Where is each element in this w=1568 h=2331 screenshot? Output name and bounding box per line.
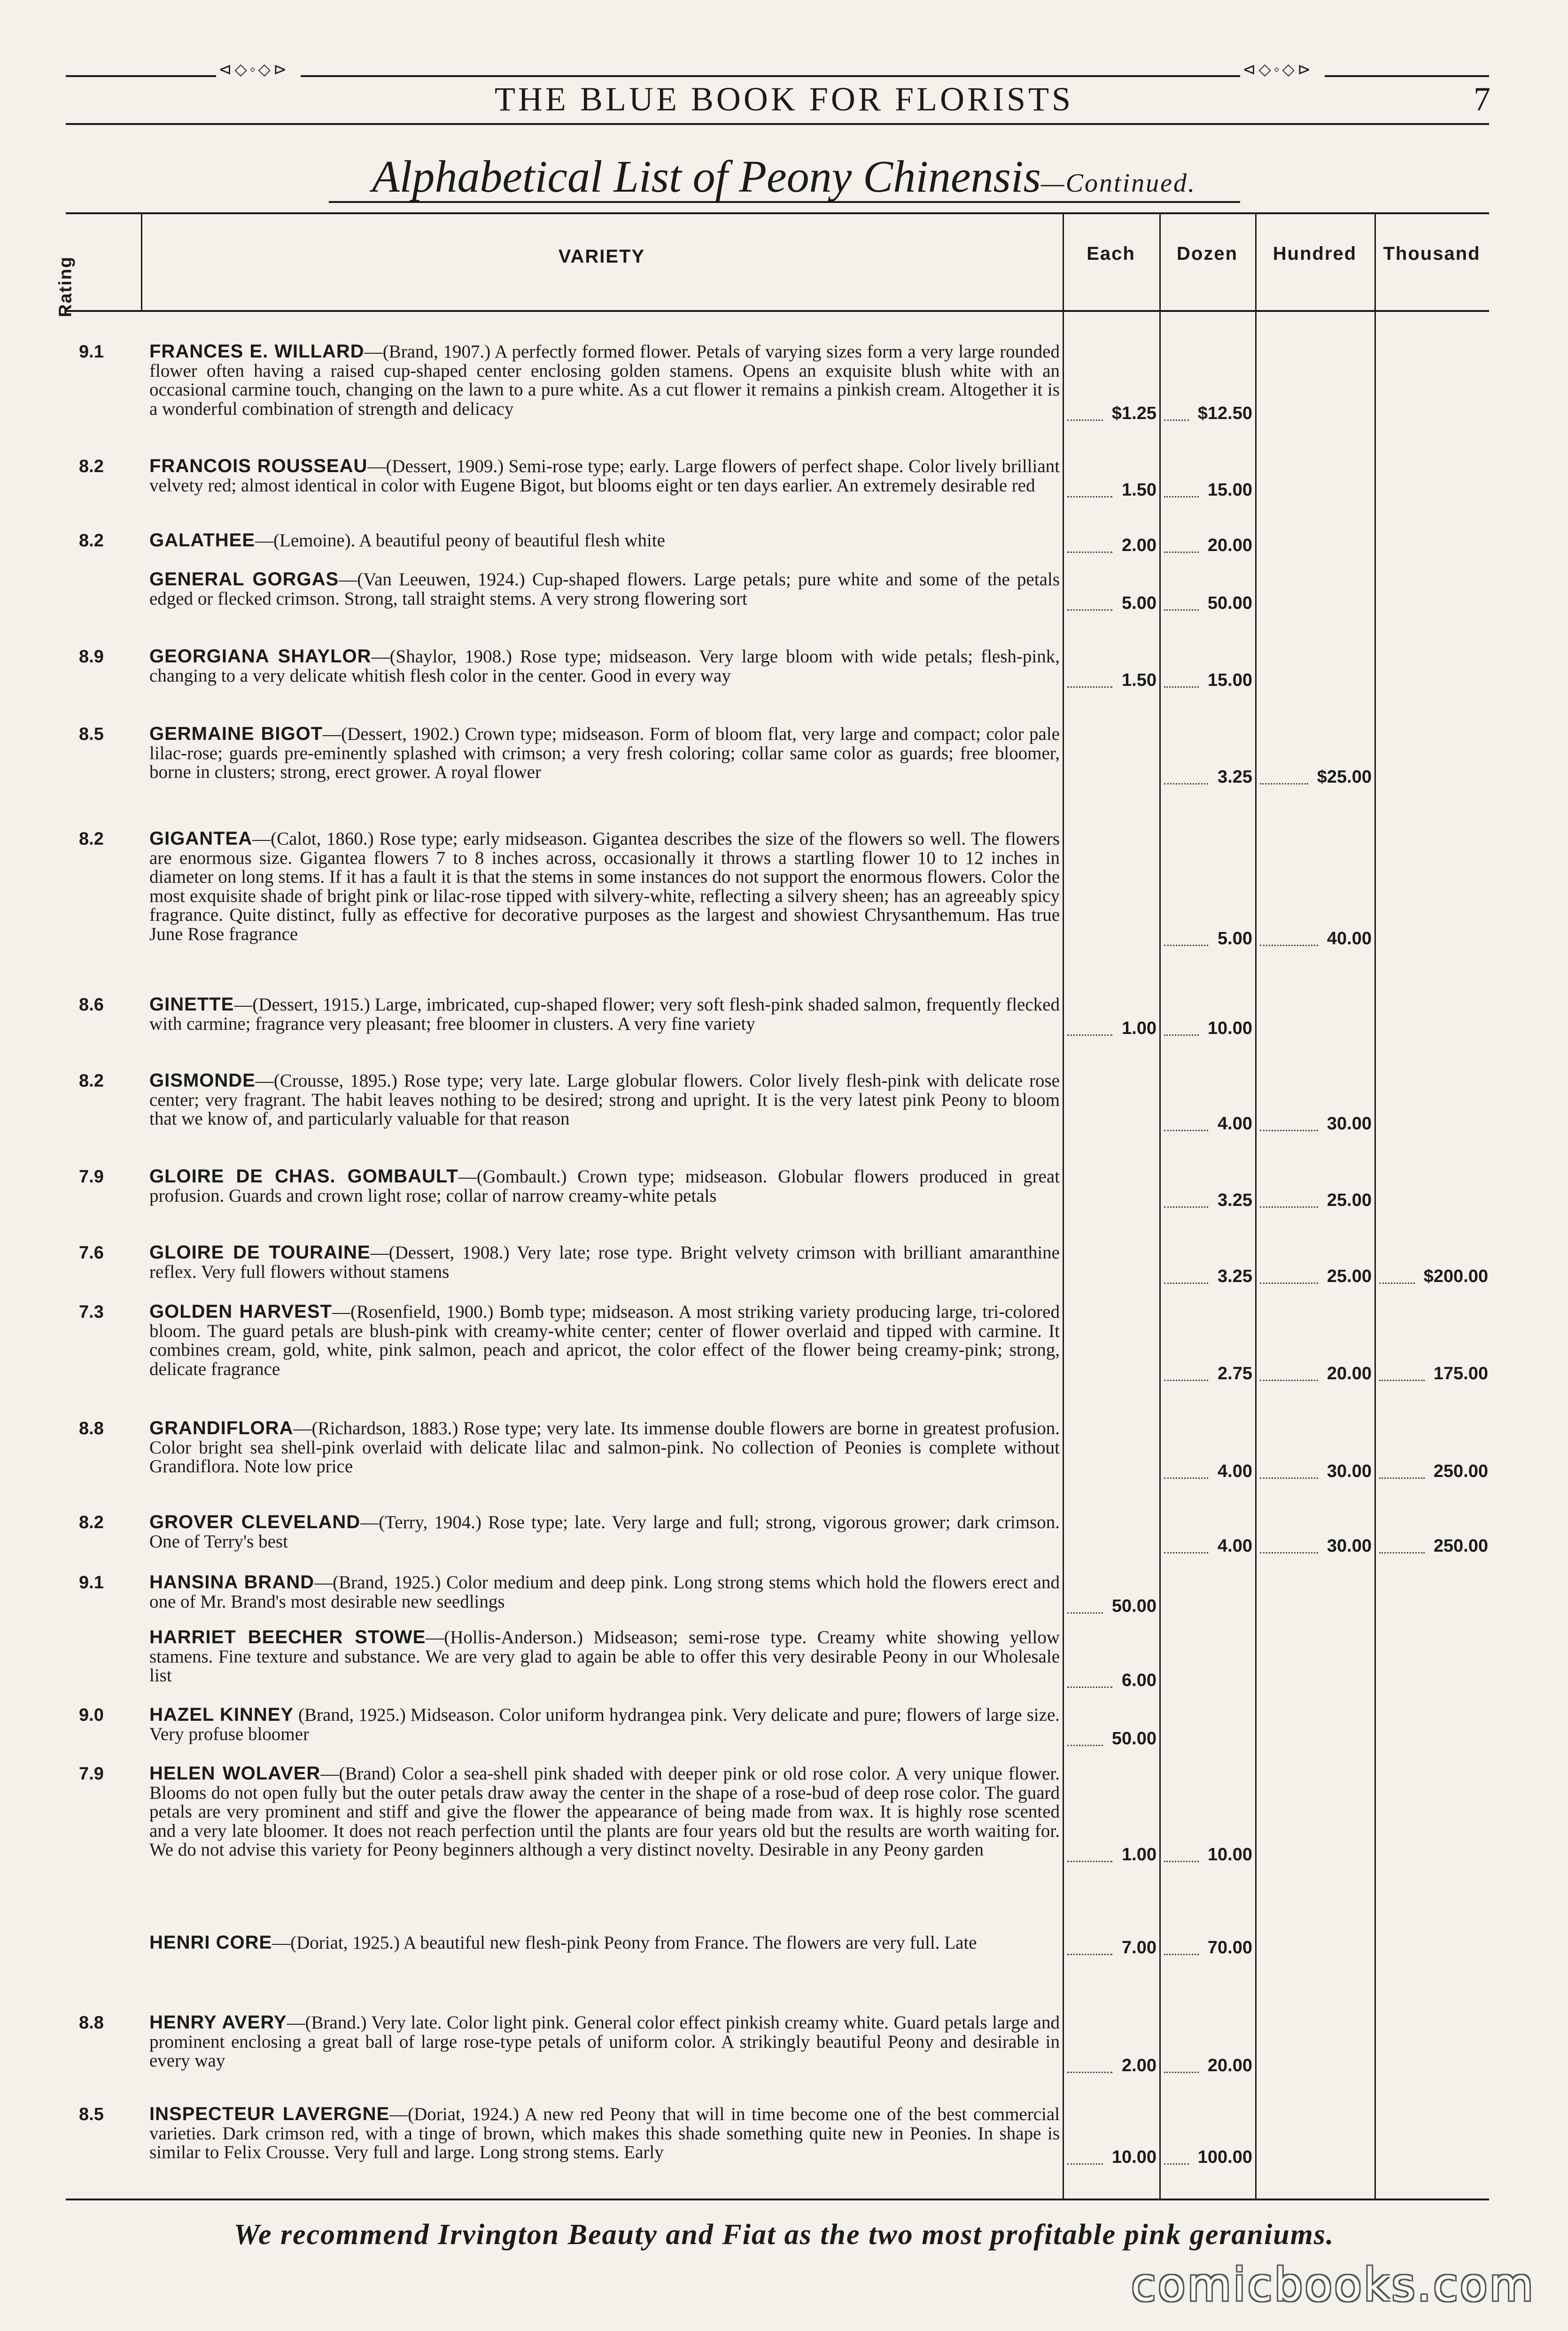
variety-name: GERMAINE BIGOT bbox=[149, 723, 323, 744]
dot-leader bbox=[1164, 609, 1199, 611]
dot-leader bbox=[1260, 1206, 1318, 1208]
rating-value: 9.0 bbox=[79, 1705, 104, 1725]
price-each: 50.00 bbox=[1111, 1729, 1157, 1748]
price-each: 1.50 bbox=[1122, 670, 1157, 690]
variety-description bbox=[149, 1573, 1060, 1611]
price-each: 2.00 bbox=[1122, 536, 1157, 555]
dot-leader bbox=[1164, 420, 1189, 421]
rating-value: 8.8 bbox=[79, 2013, 104, 2033]
table-bottom-rule bbox=[66, 2199, 1489, 2200]
dot-leader bbox=[1164, 1380, 1208, 1381]
rating-value: 8.2 bbox=[79, 531, 104, 551]
dot-leader bbox=[1067, 1612, 1103, 1614]
thousand-column-rule bbox=[1374, 212, 1376, 2199]
price-each: 2.00 bbox=[1122, 2056, 1157, 2075]
price-dozen: 4.00 bbox=[1218, 1114, 1252, 1134]
dot-leader bbox=[1067, 1954, 1112, 1955]
dot-leader bbox=[1164, 686, 1199, 688]
variety-text: —(Rosenfield, 1900.) Bomb type; midseason. A most striking variety producing large, tri-colored bloom. The guard petals are blush-pink with creamy-white center; center of flower overlaid and tipped with carmine. It combines cream, gold, white, pink salmon, peach and apricot, the color effect of the flower being creamy-pink; strong, delicate fragrance bbox=[149, 1302, 1060, 1379]
dot-leader bbox=[1067, 686, 1112, 688]
variety-description bbox=[149, 1243, 1060, 1282]
variety-name: GEORGIANA SHAYLOR bbox=[149, 646, 372, 667]
variety-text: —(Van Leeuwen, 1924.) Cup-shaped flowers. Large petals; pure white and some of the petals edged or flecked crimson. Strong, tall straight stems. A very strong flowering sort bbox=[149, 569, 1060, 609]
variety-name: GINETTE bbox=[149, 994, 234, 1015]
variety-text: —(Shaylor, 1908.) Rose type; midseason. Very large bloom with wide petals; flesh-pink, changing to a very delicate whitish flesh color in the center. Good in every way bbox=[149, 646, 1060, 686]
dot-leader bbox=[1164, 1552, 1208, 1554]
price-dozen: 20.00 bbox=[1207, 536, 1252, 555]
price-thousand: $200.00 bbox=[1423, 1267, 1488, 1286]
rating-value: 8.2 bbox=[79, 1071, 104, 1091]
price-each: 10.00 bbox=[1111, 2147, 1157, 2167]
variety-description bbox=[149, 724, 1060, 782]
variety-name: HAZEL KINNEY bbox=[149, 1704, 294, 1725]
price-hundred: 30.00 bbox=[1327, 1114, 1372, 1134]
variety-description bbox=[149, 2013, 1060, 2071]
header-underline bbox=[66, 123, 1489, 125]
dot-leader bbox=[1260, 1380, 1318, 1381]
price-hundred: $25.00 bbox=[1317, 767, 1372, 787]
price-dozen: 5.00 bbox=[1218, 929, 1252, 948]
column-header-thousand: Thousand bbox=[1383, 243, 1481, 264]
variety-text: —(Gombault.) Crown type; midseason. Globular flowers produced in great profusion. Guards and crown light rose; collar of narrow creamy-white petals bbox=[149, 1166, 1060, 1206]
rating-value: 7.9 bbox=[79, 1167, 104, 1187]
dot-leader bbox=[1260, 1552, 1318, 1554]
column-header-hundred: Hundred bbox=[1273, 243, 1357, 264]
running-title: THE BLUE BOOK FOR FLORISTS bbox=[494, 80, 1074, 118]
list-title-suffix: —Continued. bbox=[1040, 169, 1196, 198]
price-dozen: 15.00 bbox=[1207, 670, 1252, 690]
price-thousand: 250.00 bbox=[1433, 1536, 1488, 1556]
price-dozen: 100.00 bbox=[1197, 2147, 1252, 2167]
column-header-each: Each bbox=[1087, 243, 1135, 264]
variety-description bbox=[149, 647, 1060, 685]
dot-leader bbox=[1164, 552, 1199, 553]
dot-leader bbox=[1067, 2163, 1103, 2165]
watermark-logo: comicbooks.com bbox=[1131, 2259, 1535, 2311]
variety-description bbox=[149, 1419, 1060, 1476]
list-title-main: Alphabetical List of Peony Chinensis bbox=[372, 151, 1041, 202]
dot-leader bbox=[1260, 783, 1308, 785]
variety-name: HARRIET BEECHER STOWE bbox=[149, 1627, 426, 1647]
list-title bbox=[0, 150, 1568, 202]
variety-text: —(Dessert, 1908.) Very late; rose type. Bright velvety crimson with brilliant amaranthine reflex. Very full flowers without stamens bbox=[149, 1243, 1060, 1282]
header-ornament-left: ⊲◇◦◇⊳ bbox=[218, 61, 290, 78]
variety-text: —(Lemoine). A beautiful peony of beautiful flesh white bbox=[255, 530, 665, 551]
variety-name: GOLDEN HARVEST bbox=[149, 1301, 332, 1322]
dot-leader bbox=[1164, 1282, 1208, 1284]
price-dozen: 50.00 bbox=[1207, 593, 1252, 613]
price-each: 1.00 bbox=[1122, 1018, 1157, 1038]
header-rule-left bbox=[66, 75, 216, 77]
rating-value: 7.3 bbox=[79, 1302, 104, 1322]
variety-name: GISMONDE bbox=[149, 1070, 256, 1091]
variety-description bbox=[149, 1628, 1060, 1686]
price-hundred: 25.00 bbox=[1327, 1190, 1372, 1210]
variety-name: GENERAL GORGAS bbox=[149, 569, 339, 590]
variety-name: GLOIRE DE CHAS. GOMBAULT bbox=[149, 1166, 458, 1187]
variety-text: —(Brand, 1907.) A perfectly formed flower. Petals of varying sizes form a very large rounded flower often having a raised cup-shaped center enclosing golden stamens. Opens an exquisite blush white with an occasional carmine touch, changing on the lawn to a pure white. As a cut flower it remains a pinkish cream. Altogether it is a wonderful combination of strength and delicacy bbox=[149, 342, 1060, 419]
dot-leader bbox=[1164, 1861, 1199, 1862]
price-each: 50.00 bbox=[1111, 1596, 1157, 1616]
variety-description bbox=[149, 1764, 1060, 1860]
dot-leader bbox=[1260, 1477, 1318, 1479]
rating-value: 8.8 bbox=[79, 1419, 104, 1438]
variety-text: —(Doriat, 1924.) A new red Peony that will in time become one of the best commercial varieties. Dark crimson red, with a tinge of brown, which makes this shade something quite new in Peonies. In shape is similar to Felix Crousse. Very full and large. Long strong stems. Early bbox=[149, 2104, 1060, 2162]
dot-leader bbox=[1379, 1282, 1415, 1284]
price-hundred: 30.00 bbox=[1327, 1461, 1372, 1481]
variety-text: —(Doriat, 1925.) A beautiful new flesh-pink Peony from France. The flowers are very full. Late bbox=[272, 1933, 977, 1953]
rating-value: 8.2 bbox=[79, 829, 104, 849]
dot-leader bbox=[1260, 945, 1318, 946]
variety-name: HENRI CORE bbox=[149, 1932, 272, 1953]
dot-leader bbox=[1067, 2072, 1112, 2073]
price-each: 7.00 bbox=[1122, 1938, 1157, 1958]
rating-value: 8.2 bbox=[79, 1513, 104, 1532]
price-each: 5.00 bbox=[1122, 593, 1157, 613]
hundred-column-rule bbox=[1255, 212, 1257, 2199]
dot-leader bbox=[1164, 1477, 1208, 1479]
variety-name: GALATHEE bbox=[149, 530, 256, 551]
price-dozen: 20.00 bbox=[1207, 2056, 1252, 2075]
variety-name: HANSINA BRAND bbox=[149, 1572, 315, 1593]
variety-description bbox=[149, 531, 1060, 551]
variety-text: —(Hollis-Anderson.) Midseason; semi-rose type. Creamy white showing yellow stamens. Fine texture and substance. We are very glad to again be able to offer this very desirable Peony in our Wholesale list bbox=[149, 1627, 1060, 1686]
variety-description bbox=[149, 1513, 1060, 1551]
variety-name: GLOIRE DE TOURAINE bbox=[149, 1242, 371, 1263]
price-dozen: 10.00 bbox=[1207, 1845, 1252, 1865]
dot-leader bbox=[1067, 1861, 1112, 1862]
variety-text: —(Brand, 1925.) Color medium and deep pink. Long strong stems which hold the flowers erect and one of Mr. Brand's most desirable new seedlings bbox=[149, 1572, 1060, 1612]
variety-text: —(Richardson, 1883.) Rose type; very late. Its immense double flowers are borne in greatest profusion. Color bright sea shell-pink overlaid with delicate lilac and salmon-pink. No collection of Peonies is complete without Grandiflora. Note low price bbox=[149, 1418, 1060, 1476]
variety-name: HELEN WOLAVER bbox=[149, 1763, 321, 1784]
variety-name: FRANCES E. WILLARD bbox=[149, 341, 365, 362]
dot-leader bbox=[1164, 2072, 1199, 2073]
dot-leader bbox=[1067, 1686, 1112, 1688]
price-dozen: 70.00 bbox=[1207, 1938, 1252, 1958]
header-rule-right bbox=[1325, 75, 1489, 77]
price-each: 1.50 bbox=[1122, 480, 1157, 500]
price-each: 6.00 bbox=[1122, 1671, 1157, 1690]
dot-leader bbox=[1379, 1380, 1425, 1381]
variety-text: —(Brand.) Very late. Color light pink. General color effect pinkish creamy white. Guard petals large and prominent enclosing a great ball of large rose-type petals of uniform color. A strikingly beautiful Peony and desirable in every way bbox=[149, 2012, 1060, 2071]
rating-value: 8.5 bbox=[79, 2105, 104, 2124]
variety-text: —(Dessert, 1915.) Large, imbricated, cup-shaped flower; very soft flesh-pink shaded salmon, frequently flecked with carmine; fragrance very pleasant; free bloomer in clusters. A very fine variety bbox=[149, 995, 1060, 1034]
dot-leader bbox=[1067, 1034, 1112, 1036]
table-header-bottom-rule bbox=[66, 310, 1489, 312]
column-header-variety: VARIETY bbox=[558, 246, 645, 267]
variety-name: HENRY AVERY bbox=[149, 2012, 287, 2033]
price-dozen: 4.00 bbox=[1218, 1461, 1252, 1481]
dot-leader bbox=[1067, 496, 1112, 497]
variety-text: —(Dessert, 1909.) Semi-rose type; early. Large flowers of perfect shape. Color lively brilliant velvety red; almost identical in color with Eugene Bigot, but blooms eight or ten days earlier. An extremely desirable red bbox=[149, 456, 1060, 496]
price-dozen: 3.25 bbox=[1218, 1190, 1252, 1210]
column-header-dozen: Dozen bbox=[1177, 243, 1238, 264]
price-hundred: 25.00 bbox=[1327, 1267, 1372, 1286]
price-each: $1.25 bbox=[1111, 404, 1157, 423]
dot-leader bbox=[1260, 1130, 1318, 1131]
price-dozen: 3.25 bbox=[1218, 767, 1252, 787]
price-thousand: 250.00 bbox=[1433, 1461, 1488, 1481]
rating-value: 7.9 bbox=[79, 1764, 104, 1784]
price-each: 1.00 bbox=[1122, 1845, 1157, 1865]
rating-value: 8.5 bbox=[79, 724, 104, 744]
list-title-underline bbox=[329, 201, 1240, 203]
dot-leader bbox=[1164, 1130, 1208, 1131]
price-dozen: 15.00 bbox=[1207, 480, 1252, 500]
variety-description bbox=[149, 1071, 1060, 1129]
variety-text: —(Calot, 1860.) Rose type; early midseason. Gigantea describes the size of the flowers so well. The flowers are enormous size. Gigantea flowers 7 to 8 inches across, occasionally it throws a startling flower 10 to 12 inches in diameter on long stems. If it has a fault it is that the stems in some instances do not support the enormous flowers. Color the most exquisite shade of bright pink or lilac-rose tipped with silvery-white, reflecting a silvery sheen; has an agreeably spicy fragrance. Quite distinct, fully as effective for decorative purposes as the largest and showiest Chrysanthemum. Has true June Rose fragrance bbox=[149, 829, 1060, 944]
dot-leader bbox=[1164, 783, 1208, 785]
variety-name: GROVER CLEVELAND bbox=[149, 1512, 361, 1532]
price-dozen: $12.50 bbox=[1197, 404, 1252, 423]
table-top-rule bbox=[66, 212, 1489, 214]
dot-leader bbox=[1164, 496, 1199, 497]
variety-description bbox=[149, 342, 1060, 419]
variety-description bbox=[149, 2105, 1060, 2162]
footer-note: We recommend Irvington Beauty and Fiat as the two most profitable pink geraniums. bbox=[233, 2219, 1335, 2251]
dot-leader bbox=[1067, 1745, 1103, 1746]
price-hundred: 40.00 bbox=[1327, 929, 1372, 948]
price-dozen: 3.25 bbox=[1218, 1267, 1252, 1286]
variety-name: FRANCOIS ROUSSEAU bbox=[149, 456, 368, 476]
dot-leader bbox=[1164, 2163, 1189, 2165]
rating-value: 8.9 bbox=[79, 647, 104, 667]
price-hundred: 30.00 bbox=[1327, 1536, 1372, 1556]
dot-leader bbox=[1379, 1552, 1425, 1554]
page-number: 7 bbox=[1474, 80, 1490, 118]
column-header-rating: Rating bbox=[55, 256, 76, 318]
price-thousand: 175.00 bbox=[1433, 1364, 1488, 1383]
dot-leader bbox=[1164, 1034, 1199, 1036]
variety-description bbox=[149, 1933, 1060, 1953]
variety-text: —(Terry, 1904.) Rose type; late. Very large and full; strong, vigorous grower; dark crimson. One of Terry's best bbox=[149, 1512, 1060, 1552]
dot-leader bbox=[1067, 552, 1112, 553]
dot-leader bbox=[1067, 609, 1112, 611]
rating-value: 7.6 bbox=[79, 1243, 104, 1263]
dot-leader bbox=[1164, 945, 1208, 946]
variety-description bbox=[149, 829, 1060, 944]
price-dozen: 2.75 bbox=[1218, 1364, 1252, 1383]
variety-name: GRANDIFLORA bbox=[149, 1418, 294, 1438]
dozen-column-rule bbox=[1159, 212, 1161, 2199]
rating-value: 8.2 bbox=[79, 457, 104, 476]
rating-value: 9.1 bbox=[79, 342, 104, 362]
variety-description bbox=[149, 570, 1060, 608]
header-ornament-right: ⊲◇◦◇⊳ bbox=[1242, 61, 1314, 78]
dot-leader bbox=[1067, 420, 1103, 421]
variety-description bbox=[149, 1302, 1060, 1379]
variety-text: —(Crousse, 1895.) Rose type; very late. Large globular flowers. Color lively flesh-pink with delicate rose center; very fragrant. The habit leaves nothing to be desired; strong and upright. It is the very latest pink Peony to bloom that we know of, and particularly valuable for that reason bbox=[149, 1071, 1060, 1129]
dot-leader bbox=[1164, 1954, 1199, 1955]
price-hundred: 20.00 bbox=[1327, 1364, 1372, 1383]
rating-value: 9.1 bbox=[79, 1573, 104, 1593]
variety-description bbox=[149, 457, 1060, 495]
dot-leader bbox=[1164, 1206, 1208, 1208]
variety-description bbox=[149, 1705, 1060, 1744]
variety-text: (Brand, 1925.) Midseason. Color uniform hydrangea pink. Very delicate and pure; flowers of large size. Very profuse bloomer bbox=[149, 1705, 1060, 1744]
variety-text: —(Brand) Color a sea-shell pink shaded with deeper pink or old rose color. A very unique flower. Blooms do not open fully but the outer petals draw away the center in the shape of a rose-bud of deep rose color. The guard petals are very prominent and stiff and give the flower the appearance of being made from wax. It is highly rose scented and a very late bloomer. It does not reach perfection until the plants are four years old but the results are worth waiting for. We do not advise this variety for Peony beginners although a very distinct novelty. Desirable in any Peony garden bbox=[149, 1764, 1060, 1860]
variety-description bbox=[149, 995, 1060, 1033]
variety-text: —(Dessert, 1902.) Crown type; midseason. Form of bloom flat, very large and compact; color pale lilac-rose; guards pre-eminently splashed with crimson; a very fresh coloring; collar same color as guards; free bloomer, borne in clusters; strong, erect grower. A royal flower bbox=[149, 724, 1060, 782]
dot-leader bbox=[1260, 1282, 1318, 1284]
variety-description bbox=[149, 1167, 1060, 1205]
dot-leader bbox=[1379, 1477, 1425, 1479]
header-rule-center bbox=[301, 75, 1240, 77]
each-column-rule bbox=[1063, 212, 1064, 2199]
price-dozen: 4.00 bbox=[1218, 1536, 1252, 1556]
variety-name: GIGANTEA bbox=[149, 828, 253, 849]
rating-value: 8.6 bbox=[79, 995, 104, 1015]
price-dozen: 10.00 bbox=[1207, 1018, 1252, 1038]
variety-name: INSPECTEUR LAVERGNE bbox=[149, 2104, 390, 2124]
